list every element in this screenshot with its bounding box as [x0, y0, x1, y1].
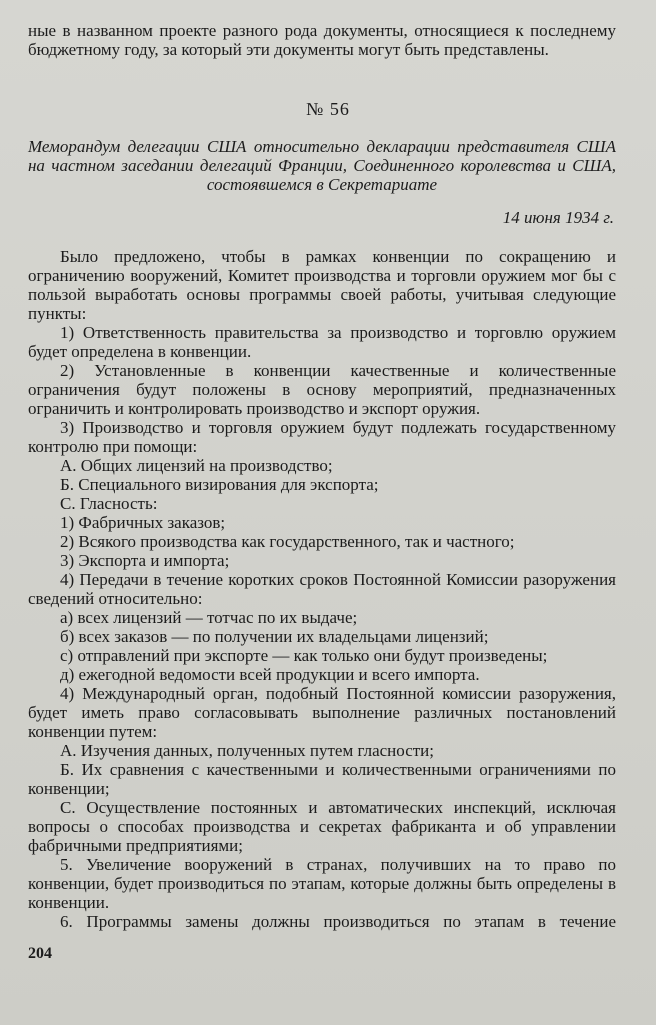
- paragraph: 6. Программы замены должны производиться по этапам в течение: [60, 912, 616, 931]
- page-number: 204: [28, 945, 52, 962]
- paragraph: б) всех заказов — по получении их владельцами лицензий;: [60, 627, 489, 646]
- paragraph: А. Изучения данных, полученных путем гласности;: [60, 741, 434, 760]
- paragraph: 3) Производство и торговля оружием будут подлежать государственному контролю при помощи:: [28, 418, 616, 456]
- paragraph: д) ежегодной ведомости всей продукции и всего импорта.: [60, 665, 480, 684]
- paragraph: 2) Установленные в конвенции качественные и количественные ограничения будут положены в основу мероприятий, предназначенных ограничить и контролировать производство и экспорт оружия.: [28, 361, 616, 418]
- paragraph: 1) Фабричных заказов;: [60, 513, 226, 532]
- paragraph: Было предложено, чтобы в рамках конвенции по сокращению и ограничению вооружений, Комитет производства и торговли оружием мог бы с пользой выработать основы программы своей работы, учитывая следующие пункты:: [28, 247, 616, 323]
- document-body: [28, 247, 616, 931]
- document-title: Меморандум делегации США относительно декларации представителя США на частном заседании делегаций Франции, Соединенного королевства и США, состоявшемся в Секретариате: [28, 137, 616, 194]
- intro-paragraph: ные в названном проекте разного рода документы, относящиеся к последнему бюджетному году, за который эти документы могут быть представлены.: [28, 21, 616, 59]
- document-date: 14 июня 1934 г.: [502, 208, 614, 227]
- paragraph: А. Общих лицензий на производство;: [60, 456, 333, 475]
- paragraph: 4) Передачи в течение коротких сроков Постоянной Комиссии разоружения сведений относительно:: [28, 570, 616, 608]
- paragraph: 1) Ответственность правительства за производство и торговлю оружием будет определена в конвенции.: [28, 323, 616, 361]
- paragraph: с) отправлений при экспорте — как только они будут произведены;: [60, 646, 548, 665]
- paragraph: 5. Увеличение вооружений в странах, получивших на то право по конвенции, будет производиться по этапам, которые должны быть определены в конвенции.: [28, 855, 616, 912]
- paragraph: 3) Экспорта и импорта;: [60, 551, 230, 570]
- paragraph: а) всех лицензий — тотчас по их выдаче;: [60, 608, 358, 627]
- paragraph: Б. Специального визирования для экспорта;: [60, 475, 379, 494]
- intro-block: [28, 21, 616, 59]
- paragraph: Б. Их сравнения с качественными и количественными ограничениями по конвенции;: [28, 760, 616, 798]
- paragraph: 2) Всякого производства как государственного, так и частного;: [60, 532, 515, 551]
- paragraph: 4) Международный орган, подобный Постоянной комиссии разоружения, будет иметь право согласовывать выполнение различных постановлений конвенции путем:: [28, 684, 616, 741]
- document-number: № 56: [306, 99, 350, 119]
- paragraph: С. Гласность:: [60, 494, 158, 513]
- paragraph: С. Осуществление постоянных и автоматических инспекций, исключая вопросы о способах производства и секретах фабриканта и об управлении фабричными предприятиями;: [28, 798, 616, 855]
